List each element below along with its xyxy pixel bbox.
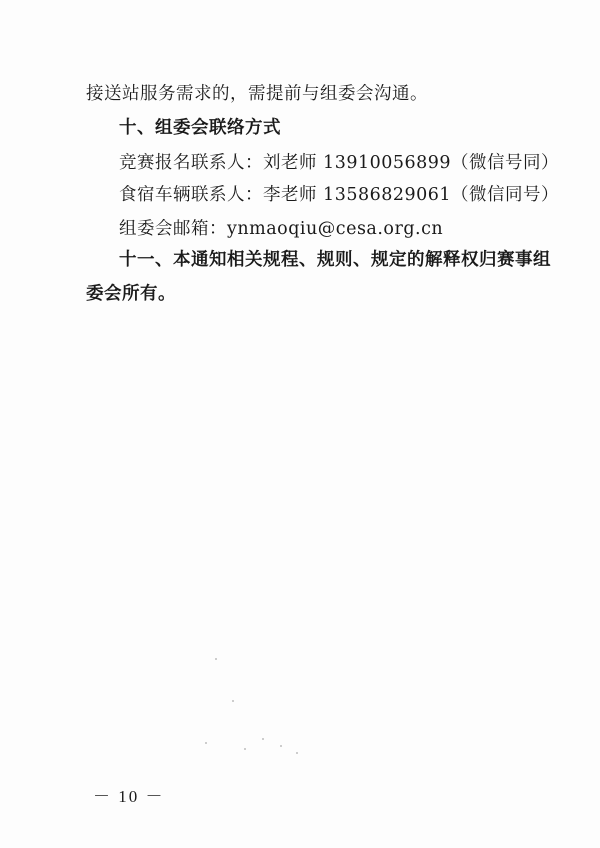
scan-speck <box>215 658 217 660</box>
section-heading-contact: 十、组委会联络方式 <box>119 118 281 138</box>
registration-contact: 竞赛报名联系人：刘老师 13910056899（微信号同） <box>119 153 560 173</box>
scan-speck <box>232 700 234 702</box>
body-text-line: 接送站服务需求的，需提前与组委会沟通。 <box>86 84 428 104</box>
section-heading-interpretation-cont: 委会所有。 <box>86 284 176 304</box>
page-number: － 10 － <box>93 787 165 806</box>
scan-speck <box>244 748 246 750</box>
scan-speck <box>280 745 282 747</box>
lodging-vehicle-contact: 食宿车辆联系人：李老师 13586829061（微信同号） <box>119 185 560 205</box>
scan-speck <box>205 742 207 744</box>
committee-email: 组委会邮箱：ynmaoqiu@cesa.org.cn <box>119 219 444 239</box>
scan-speck <box>296 752 298 754</box>
section-heading-interpretation: 十一、本通知相关规程、规则、规定的解释权归赛事组 <box>119 250 551 270</box>
scan-speck <box>262 738 264 740</box>
